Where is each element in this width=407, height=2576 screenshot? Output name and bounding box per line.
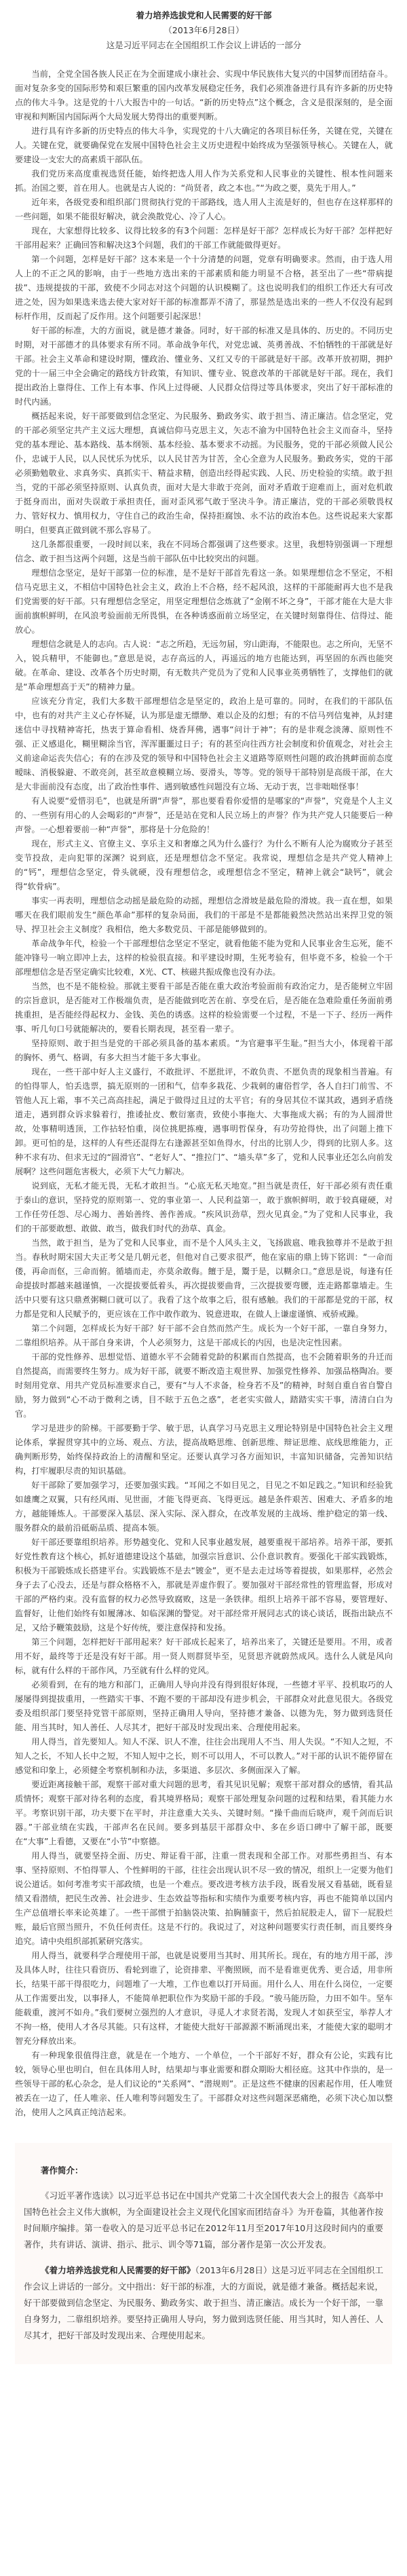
paragraph: 我们党历来高度重视选贤任能，始终把选人用人作为关系党和人民事业的关键性、根本性问题来抓。治国之要，首在用人。也就是古人说的：“尚贤者，政之本也。”“为政之要，莫先于用人。” [15,169,393,193]
paragraph: 干部的党性修养、思想觉悟、道德水平不会随着党龄的积累而自然提高，也不会随着职务的升迁而自然提高，而需要终生努力。成为好干部，就要不断改造主观世界、加强党性修养、加强品格陶冶。要时刻用党章、用共产党员标准要求自己，要有“与人不求备，检身若不及”的精神，时刻自重自省自警自励，努力做到“心不动于微利之诱，目不眩于五色之惑”，老老实实做人，踏踏实实干事，清清白白为官。 [15,1352,393,1419]
paragraph: 理想信念坚定，是好干部第一位的标准，是不是好干部首先看这一条。如果理想信念不坚定，不相信马克思主义，不相信中国特色社会主义，政治上不合格，经不起风浪，这样的干部能耐再大也不是我们党需要的好干部。只有理想信念坚定，用坚定理想信念炼就了“金刚不坏之身”，干部才能在大是大非面前旗帜鲜明，在风浪考验面前无所畏惧，在各种诱惑面前立场坚定，在关键时刻靠得住、信得过、能放心。 [15,568,393,635]
article-summary-paragraph [24,2262,383,2344]
article-summary-title: 《着力培养选拔党和人民需要的好干部》 [41,2265,195,2275]
paragraph: 现在，一些干部中好人主义盛行，不敢批评、不愿批评，不敢负责、不愿负责的现象相当普遍。有的怕得罪人，怕丢选票，搞无原则的一团和气，信奉多栽花、少栽刺的庸俗哲学，各人自扫门前雪、不管他人瓦上霜，事不关己高高挂起，满足于做得过且过的太平官；有的身居其位不谋其政，遇到矛盾绕道走，遇到群众诉求躲着行，推诿扯皮、敷衍塞责，致使小事拖大、大事拖成大祸；有的为人圆滑世故，处事精明透顶，工作拈轻怕重，岗位挑肥拣瘦，遇事明哲保身，有功劳抢得快，出了问题上推下卸。更可怕的是，这样的人有些还混得左右逢源甚至如鱼得水，付出的比别人少，得到的比别人多。这种不求有功、但求无过的“圆滑官”、“老好人”、“推拉门”、“墙头草”多了，党和人民事业还怎么向前发展啊？这些问题危害极大，必须下大气力解决。 [15,1067,393,1176]
paragraph: 概括起来说，好干部要做到信念坚定、为民服务、勤政务实、敢于担当、清正廉洁。信念坚定，党的干部必须坚定共产主义远大理想，真诚信仰马克思主义，矢志不渝为中国特色社会主义而奋斗，坚持党的基本理论、基本路线、基本纲领、基本经验、基本要求不动摇。为民服务，党的干部必须做人民公仆，忠诚于人民，以人民忧乐为忧乐，以人民甘苦为甘苦，全心全意为人民服务。勤政务实，党的干部必须勤勉敬业、求真务实、真抓实干、精益求精，创造出经得起实践、人民、历史检验的实绩。敢于担当，党的干部必须坚持原则、认真负责，面对大是大非敢于亮剑，面对矛盾敢于迎难而上，面对危机敢于挺身而出，面对失误敢于承担责任，面对歪风邪气敢于坚决斗争。清正廉洁，党的干部必须敬畏权力、管好权力、慎用权力，守住自己的政治生命，保持拒腐蚀、永不沾的政治本色。这些说起来大家都明白，但要真正做到就不那么容易了。 [15,411,393,535]
spacer [0,2120,407,2143]
paragraph: 当然，敢于担当，是为了党和人民事业，而不是个人风头主义，飞扬跋扈、唯我独尊并不是敢于担当。春秋时期宋国大夫正考父是几朝元老，但他对自己要求很严，他在家庙的鼎上铸下铭训：“一命而偻，再命而伛，三命而俯。循墙而走，亦莫余敢侮。饘于是，鬻于是，以糊余口。”意思是说，每逢有任命提拔时都越来越谨慎，一次提拔要低着头，再次提拔要曲背，三次提拔要弯腰，连走路都靠墙走。生活中只要有这只鼎煮粥糊口就可以了。我看了这个故事之后，很有感触。我们的干部都是党的干部，权力都是党和人民赋予的，更应该在工作中敢作敢为、锐意进取，在做人上谦虚谨慎、戒骄戒躁。 [15,1238,393,1319]
paragraph: 事实一再表明，理想信念动摇是最危险的动摇，理想信念滑坡是最危险的滑坡。我一直在想，如果哪天在我们眼前发生“颜色革命”那样的复杂局面，我们的干部是不是都能毅然决然站出来捍卫党的领导、捍卫社会主义制度？我相信，绝大多数党员、干部是能够做到的。 [15,896,393,934]
paragraph: 第一个问题，怎样是好干部？这本来是一个十分清楚的问题，党章有明确要求。然而，由于选人用人上的不正之风的影响，由于一些地方选出来的干部素质和能力明显不合格，甚至出了一些“带病提拔”、违规提拔的干部，致使不少同志对这个问题的认识模糊了。这也说明我们的组织工作还大有可改进之处，因为如果选来选去使大家对好干部的标准都弄不清了，那显然是选出来的一些人不仅没有起到标杆作用，反而起了反作用。这个问题要引起深思！ [15,255,393,321]
paragraph: 好干部还要靠组织培养。形势越变化、党和人民事业越发展，越要重视干部培养。培养干部，要抓好党性教育这个核心，抓好道德建设这个基础，加强宗旨意识、公仆意识教育。要强化干部实践锻炼，积极为干部锻炼成长搭建平台。实践锻炼不是去“镀金”，更不是去走过场等着提拔，如果那样，必然会身子去了心没去，还是与群众格格不入，那就是弄虚作假了。要加强对干部经常性的管理监督，形成对干部的严格约束。没有监督的权力必然导致腐败，这是一条铁律。组织上培养干部不容易，要管理好、监督好，让他们始终有如履薄冰、如临深渊的警觉。对干部经常开展同志式的谈心谈话，既指出缺点不足，又给予鞭策鼓励，这是个好传统，要注意保持和发扬。 [15,1537,393,1632]
paragraph: 学习是进步的阶梯。干部要勤于学、敏于思，认真学习马克思主义理论特别是中国特色社会主义理论体系，掌握贯穿其中的立场、观点、方法，提高战略思维、创新思维、辩证思维、底线思维能力，正确判断形势，始终保持政治上的清醒和坚定。还要认真学习各方面知识，丰富知识储备，完善知识结构，打牢履职尽责的知识基础。 [15,1423,393,1476]
paragraph: 现在，形式主义、官僚主义、享乐主义和奢靡之风为什么盛行？为什么不断有人沦为腐败分子甚至变节投敌，走向犯罪的深渊？说到底，还是理想信念不坚定。我常说，理想信念是共产党人精神上的“钙”，理想信念坚定，骨头就硬，没有理想信念，或理想信念不坚定，精神上就会“缺钙”，就会得“软骨病”。 [15,839,393,891]
paragraph: 当前，全党全国各族人民正在为全面建成小康社会、实现中华民族伟大复兴的中国梦而团结奋斗。面对复杂多变的国际形势和艰巨繁重的国内改革发展稳定任务，我们必须准备进行具有许多新的历史特点的伟大斗争。这是党的十八大报告中的一句话。“新的历史特点”这个概念，含义是很深刻的，是全面审视和判断国内国际两个大局发展大势得出的重要判断。 [15,69,393,122]
paragraph: 有人说要“爱惜羽毛”，也就是所谓“声誉”，那也要看看你爱惜的是哪家的“声誉”，究竟是个人主义的、一些别有用心的人会喝彩的“声誉”，还是站在党和人民立场上的声誉？作为共产党人只能要后一种声誉。一心想着要前一种“声誉”，那将是十分危险的！ [15,796,393,834]
paragraph: 用人得当，首先要知人。知人不深、识人不准，往往会出现用人不当、用人失误。“不知人之短，不知人之长，不知人长中之短，不知人短中之长，则不可以用人，不可以教人。”对干部的认识不能停留在感觉和印象上，必须健全考察机制和办法，多渠道、多层次、多侧面深入了解。 [15,1737,393,1775]
article-summary-text: （2013年6月28日）这是习近平同志在全国组织工作会议上讲话的一部分。文中指出：好干部的标准，大的方面说，就是德才兼备。概括起来说，好干部要做到信念坚定、为民服务、勤政务实、敢于担当、清正廉洁。成长为一个好干部，一靠自身努力，二靠组织培养。要坚持正确用人导向，努力做到选贤任能、用当其时，知人善任、人尽其才，把好干部及时发现出来、合理使用起来。 [24,2265,383,2340]
paragraph: 必须看到，在有的地方和部门，正确用人导向并没有得到很好体现，一些德才平平、投机取巧的人屡屡得到提拔重用，一些踏实干事、不跑不要的干部却没有进步机会，干部群众对此意见很大。各级党委及组织部门要坚持党管干部原则，坚持正确用人导向，坚持德才兼备、以德为先，努力做到选贤任能、用当其时，知人善任、人尽其才，把好干部及时发现出来、合理使用起来。 [15,1680,393,1732]
book-introduction-box [15,2143,392,2364]
paragraph: 应该充分肯定，我们大多数干部理想信念是坚定的，政治上是可靠的。同时，在我们的干部队伍中，也有的对共产主义心存怀疑，认为那是虚无缥缈、难以企及的幻想；有的不信马列信鬼神，从封建迷信中寻找精神寄托，热衷于算命看相、烧香拜佛，遇事“问计于神”；有的是非观念淡薄、原则性不强、正义感退化，糊里糊涂当官，浑浑噩噩过日子；有的甚至向往西方社会制度和价值观念，对社会主义前途命运丧失信心；有的在涉及党的领导和中国特色社会主义道路等原则性问题的政治挑衅面前态度暧昧、消极躲避、不敢亮剑，甚至故意模糊立场、耍滑头，等等。党的领导干部特别是高级干部，在大是大非面前没有态度，出了政治性事件、遇到敏感性问题没有立场、无动于衷，岂非咄咄怪事！ [15,696,393,791]
article-date: （2013年6月28日） [163,25,244,35]
paragraph: 好干部除了要加强学习，还要加强实践。“耳闻之不如目见之，目见之不如足践之。”知识和经验犹如雄鹰之双翼，只有经风雨、见世面，才能飞得更高、飞得更远。越是条件艰苦、困难大、矛盾多的地方，越能锤炼人。干部要深入基层、深入实际、深入群众，在改革发展的主战场、维护稳定的第一线、服务群众的最前沿砥砺品质、提高本领。 [15,1480,393,1533]
paragraph: 有一种现象很值得注意，就是在一个地方、一个单位，一个干部好不好，群众有公论，实践有比较，领导心里也明白，但在具体用人时，结果却与事业需要和群众期盼大相径庭。这其中作祟的，是一些领导干部的私心杂念，是人们议论的“关系网”、“潜规则”。正是这些不健康的因素起作用，任人唯贤被丢在一边了，任人唯亲、任人唯利等问题发生了。干部群众对这些问题深恶痛绝，必须下决心加以整治，使用人之风真正纯洁起来。 [15,2051,393,2117]
paragraph: 第二个问题，怎样成长为好干部？好干部不会自然而然产生。成长为一个好干部，一靠自身努力，二靠组织培养。从干部自身来讲，个人必须努力，这是干部成长的内因，也是决定性因素。 [15,1324,393,1347]
paragraph: 进行具有许多新的历史特点的伟大斗争，实现党的十八大确定的各项目标任务，关键在党，关键在人。关键在党，就要确保党在发展中国特色社会主义历史进程中始终成为坚强领导核心。关键在人，就要建设一支宏大的高素质干部队伍。 [15,126,393,164]
paragraph: 现在，大家想得比较多、议得比较多的有3个问题：怎样是好干部？怎样成长为好干部？怎样把好干部用起来？正确回答和解决这3个问题，我们的干部工作就能做得更好。 [15,226,393,250]
paragraph: 说到底，无私才能无畏，无私才敢担当。“心底无私天地宽。”担当就是责任，好干部必须有责任重于泰山的意识，坚持党的原则第一、党的事业第一、人民利益第一，敢于旗帜鲜明，敢于较真碰硬，对工作任劳任怨、尽心竭力、善始善终、善作善成。“疾风识劲草，烈火见真金。”为了党和人民事业，我们的干部要敢想、敢做、敢当，做我们时代的劲草、真金。 [15,1181,393,1233]
spacer [15,53,393,67]
article-body [15,67,393,2120]
paragraph: 坚持原则、敢于担当是党的干部必须具备的基本素质。“为官避事平生耻。”担当大小，体现着干部的胸怀、勇气、格调，有多大担当才能干多大事业。 [15,1039,393,1062]
article-title: 着力培养选拔党和人民需要的好干部 [136,10,272,20]
article-subtitle: 这是习近平同志在全国组织工作会议上讲话的一部分 [106,40,302,50]
paragraph: 好干部的标准，大的方面说，就是德才兼备。同时，好干部的标准又是具体的、历史的。不同历史时期，对干部德才的具体要求有所不同。革命战争年代，对党忠诚、英勇善战、不怕牺牲的干部就是好干部。社会主义革命和建设时期，懂政治、懂业务、又红又专的干部就是好干部。改革开放初期，拥护党的十一届三中全会确定的路线方针政策，有知识、懂专业、锐意改革的干部就是好干部。现在，我们提出政治上靠得住、工作上有本事、作风上过得硬、人民群众信得过等具体要求，突出了好干部标准的时代内涵。 [15,326,393,407]
spacer [0,2364,407,2374]
paragraph: 革命战争年代，检验一个干部理想信念坚定不坚定，就看他能不能为党和人民事业舍生忘死，能不能冲锋号一响立即冲上去，这样的检验很直接。和平建设时期，生死考验有，但毕竟不多，检验一个干部理想信念是否坚定确实比较难，X光、CT、核磁共振成像也没有办法。 [15,939,393,977]
paragraph: 要近距离接触干部，观察干部对重大问题的思考，看其见识见解；观察干部对群众的感情，看其品质情怀；观察干部对待名利的态度，看其境界格局；观察干部处理复杂问题的过程和结果，看其能力水平。考察识别干部，功夫要下在平时，并注意重大关头、关键时刻。“操千曲而后晓声，观千剑而后识器。”干部业绩在实践，干部声名在民间。要多到基层干部群众中、多在乡语口碑中了解干部，既要在“大事”上看德，又要在“小节”中察德。 [15,1780,393,1846]
paragraph: 用人得当，就要科学合理使用干部，也就是说要用当其时、用其所长。现在，有的地方用干部，涉及具体人时，往往只看资历、看轮到谁了，论资排辈、平衡照顾，而不是看谁更优秀、更合适，用非所长，结果干部干得很吃力，问题堆了一大堆，工作也难以打开局面。用什么人、用在什么岗位，一定要从工作需要出发，以事择人，不能简单把职位作为奖励干部的手段。“骏马能历险，力田不如牛。坚车能载重，渡河不如舟。”我们要树立强烈的人才意识，寻觅人才求贤若渴，发现人才如获至宝，举荐人才不拘一格，使用人才各尽其能。只有这样，才能使大批好干部源源不断涌现出来，才能使大家的聪明才智充分释放出来。 [15,1951,393,2046]
paragraph: 当然，也不是不能检验。那就主要看干部是否能在重大政治考验面前有政治定力，是否能树立牢固的宗旨意识，是否能对工作极端负责，是否能做到吃苦在前、享受在后，是否能在急难险重任务面前勇挑重担，是否能经得起权力、金钱、美色的诱惑。这样的检验需要一个过程，不是一下子、经历一两件事、听几句口号就能解决的，要看长期表现，甚至看一辈子。 [15,982,393,1034]
paragraph: 近年来，各级党委和组织部门贯彻执行党的干部路线，选人用人主流是好的，但也存在这样那样的一些问题，如果不能很好解决，就会涣散党心、冷了人心。 [15,198,393,221]
paragraph: 这几条都很重要，一段时间以来，我在不同场合都强调了这些要求。这里，我想特别强调一下理想信念、敢于担当这两个问题，这是当前干部队伍中比较突出的问题。 [15,540,393,563]
intro-heading: 著作简介： [41,2165,83,2176]
paragraph: 用人得当，就要坚持全面、历史、辩证看干部，注重一贯表现和全部工作。对那些勇担当、有本事、坚持原则、不怕得罪人、个性鲜明的干部，往往会出现认识不尽一致的情况，组织上一定要为他们说公道话。如何考准考实干部政绩，也是一个难点。要改进考核方法手段，既看发展又看基础，既看显绩又看潜绩，把民生改善、社会进步、生态效益等指标和实绩作为重要考核内容，再也不能简单以国内生产总值增长率来论英雄了。一些干部惯于拍脑袋决策、拍胸脯蛮干，然后拍屁股走人，留下一屁股烂账，最后官照当照升，不负任何责任。这是不行的。我说过了，对这种问题要实行责任制，而且要终身追究。请中央组织部抓紧研究落实。 [15,1851,393,1946]
paragraph: 理想信念就是人的志向。古人说：“志之所趋，无远勿届，穷山距海，不能限也。志之所向，无坚不入，锐兵精甲，不能御也。”意思是说，志存高远的人，再遥远的地方也能达到，再坚固的东西也能突破。在革命、建设、改革各个历史时期，有无数共产党员为了党和人民事业英勇牺牲了，支撑他们的就是“革命理想高于天”的精神力量。 [15,639,393,692]
paragraph: 第三个问题，怎样把好干部用起来？好干部成长起来了，培养出来了，关键还是要用。不用，或者用不好，最终等于还是没有好干部。用一贤人则群贤毕至，见贤思齐就蔚然成风。选什么人就是风向标，就有什么样的干部作风，乃至就有什么样的党风。 [15,1637,393,1675]
book-description: 《习近平著作选读》以习近平总书记在中国共产党第二十次全国代表大会上的报告《高举中国特色社会主义伟大旗帜，为全面建设社会主义现代化国家而团结奋斗》为开卷篇，其他著作按时间顺序编排。第一卷收入的是习近平总书记在2012年11月至2017年10月这段时间内的重要著作，共有讲话、演讲、指示、批示、训令等71篇，部分著作是第一次公开发表。 [24,2190,383,2250]
